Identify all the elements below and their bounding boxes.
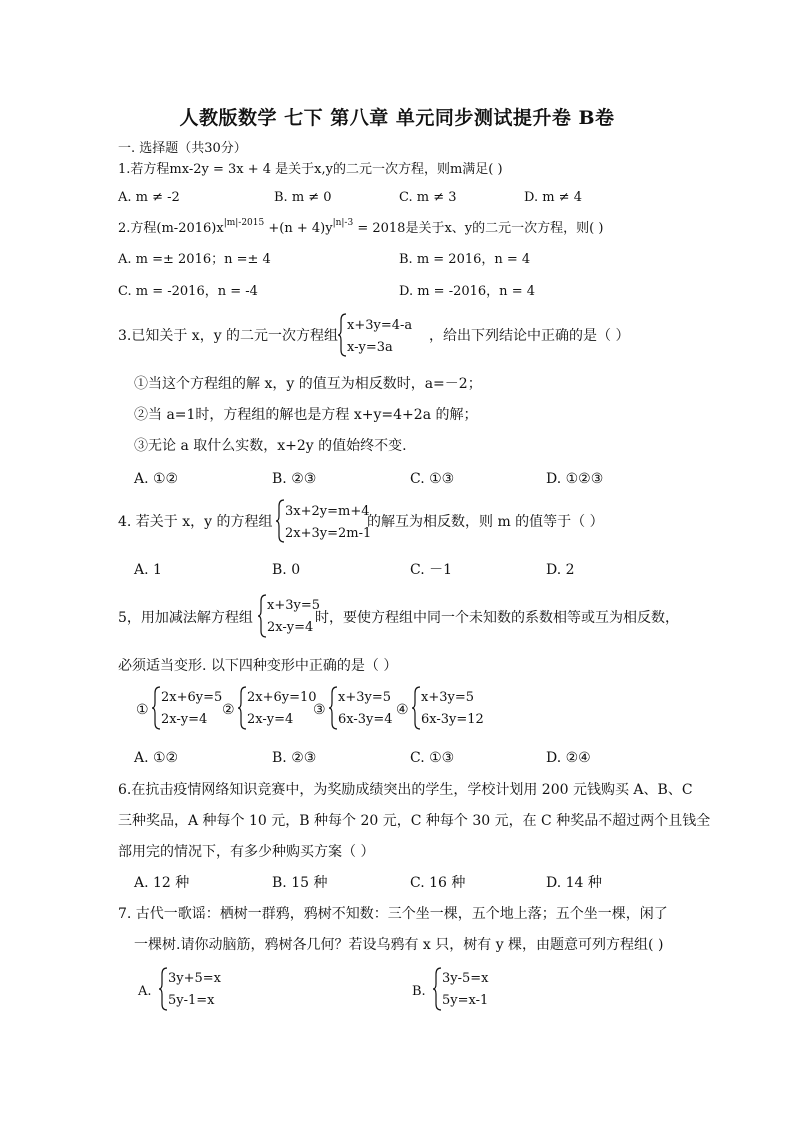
q3-statement-3: ③无论 a 取什么实数，x+2y 的值始终不变. — [134, 438, 407, 454]
q4-option-d: D. 2 — [546, 562, 575, 578]
q4-equation-2: 2x+3y=2m-1 — [285, 526, 372, 541]
q4-option-a: A. 1 — [134, 562, 162, 578]
q5-option-4-system — [411, 686, 496, 730]
q7-stem-line1: 7. 古代一歌谣：栖树一群鸦，鸦树不知数：三个坐一棵，五个地上落；五个坐一棵，闲了 — [118, 906, 668, 922]
section-heading: 一. 选择题（共30分） — [118, 141, 247, 156]
q6-option-b: B. 15 种 — [272, 875, 328, 891]
q5-option-3-system — [328, 686, 403, 730]
q7-option-a-eq2: 5y-1=x — [168, 993, 215, 1008]
q7-option-a-eq1: 3y+5=x — [168, 971, 222, 986]
brace-icon — [328, 686, 338, 730]
q5-equation-2: 2x-y=4 — [267, 620, 314, 635]
q2-option-a: A. m =± 2016；n =± 4 — [118, 252, 271, 267]
brace-icon — [158, 967, 168, 1011]
q1-option-c: C. m ≠ 3 — [399, 190, 457, 205]
q5-option-b: B. ②③ — [272, 750, 317, 766]
q3-statement-1: ①当这个方程组的解 x，y 的值互为相反数时，a=－2； — [134, 376, 482, 392]
q1-option-d: D. m ≠ 4 — [524, 190, 582, 205]
q2-option-c: C. m = -2016，n = -4 — [118, 284, 258, 299]
q6-stem-line2: 三种奖品，A 种每个 10 元，B 种每个 20 元，C 种每个 30 元，在 C 种奖品不超过两个且钱全 — [118, 813, 711, 829]
q3-equation-1: x+3y=4-a — [347, 318, 413, 333]
q5-option-3-mark: ③ — [313, 702, 326, 718]
q7-option-b-eq1: 3y-5=x — [442, 971, 489, 986]
q2-option-b: B. m = 2016，n = 4 — [399, 252, 531, 267]
q2-exponent-2: |n|-3 — [332, 218, 354, 228]
brace-icon — [151, 686, 161, 730]
brace-icon — [432, 967, 442, 1011]
q2-stem-part1: 2.方程(m-2016)x — [118, 221, 224, 236]
q5-option-3-eq2: 6x-3y=4 — [338, 712, 393, 727]
q5-stem-line2: 必须适当变形. 以下四种变形中正确的是（ ） — [118, 658, 398, 674]
q3-equation-2: x-y=3a — [347, 340, 393, 355]
q6-option-d: D. 14 种 — [546, 875, 602, 891]
q5-option-3-eq1: x+3y=5 — [338, 690, 392, 705]
q6-option-c: C. 16 种 — [410, 875, 466, 891]
q2-stem — [118, 218, 604, 238]
page-title: 人教版数学 七下 第八章 单元同步测试提升卷 B卷 — [179, 107, 615, 129]
q7-stem-line2: 一棵树.请你动脑筋，鸦树各几何？若设乌鸦有 x 只，树有 y 棵，由题意可列方程组( ) — [134, 937, 664, 953]
q2-stem-part2: +(n + 4)y — [264, 221, 333, 236]
brace-icon — [257, 594, 267, 638]
q5-option-4-eq1: x+3y=5 — [421, 690, 475, 705]
q6-option-a: A. 12 种 — [134, 875, 190, 891]
q7-option-a-label: A. — [138, 984, 152, 999]
q5-option-2-eq1: 2x+6y=10 — [247, 690, 317, 705]
q5-option-2-system — [237, 686, 317, 730]
q5-option-4-mark: ④ — [396, 702, 409, 718]
q3-statement-2: ②当 a=1时，方程组的解也是方程 x+y=4+2a 的解； — [134, 407, 478, 423]
brace-icon — [237, 686, 247, 730]
q3-option-b: B. ②③ — [272, 471, 317, 487]
q1-stem: 1.若方程mx-2y = 3x + 4 是关于x,y的二元一次方程，则m满足( ) — [118, 162, 503, 177]
q5-stem-post: 时，要使方程组中同一个未知数的系数相等或互为相反数， — [315, 610, 679, 626]
q5-option-a: A. ①② — [134, 750, 179, 766]
q3-option-c: C. ①③ — [410, 471, 455, 487]
q7-option-b-eq2: 5y=x-1 — [442, 993, 489, 1008]
brace-icon — [275, 499, 285, 543]
q4-stem-post: 的解互为相反数，则 m 的值等于（ ） — [367, 514, 604, 530]
q5-option-c: C. ①③ — [410, 750, 455, 766]
q5-option-1-system — [151, 686, 226, 730]
q4-option-b: B. 0 — [272, 562, 301, 578]
q2-stem-part3: = 2018是关于x、y的二元一次方程，则( ) — [353, 221, 604, 236]
brace-icon — [337, 313, 347, 357]
q3-stem-pre: 3.已知关于 x，y 的二元一次方程组 — [118, 328, 339, 344]
q4-equation-1: 3x+2y=m+4 — [285, 504, 370, 519]
q5-equation-1: x+3y=5 — [267, 598, 321, 613]
q5-option-2-mark: ② — [222, 702, 235, 718]
brace-icon — [411, 686, 421, 730]
q7-option-b-label: B. — [412, 984, 426, 999]
q7-option-b-system — [432, 967, 507, 1011]
q2-exponent-1: |m|-2015 — [223, 218, 265, 228]
q5-option-1-mark: ① — [136, 702, 149, 718]
q1-option-a: A. m ≠ -2 — [118, 190, 180, 205]
q4-option-c: C. －1 — [410, 562, 453, 578]
q5-option-4-eq2: 6x-3y=12 — [421, 712, 484, 727]
q3-option-a: A. ①② — [134, 471, 179, 487]
q6-stem-line1: 6.在抗击疫情网络知识竞赛中，为奖励成绩突出的学生，学校计划用 200 元钱购买 A、B、C — [118, 782, 693, 798]
q2-option-d: D. m = -2016，n = 4 — [399, 284, 535, 299]
q6-stem-line3: 部用完的情况下，有多少种购买方案（ ） — [118, 844, 375, 860]
q5-option-d: D. ②④ — [546, 750, 591, 766]
q4-stem-pre: 4. 若关于 x，y 的方程组 — [118, 514, 273, 530]
q7-option-a-system — [158, 967, 233, 1011]
q1-option-b: B. m ≠ 0 — [274, 190, 332, 205]
q5-option-1-eq2: 2x-y=4 — [161, 712, 208, 727]
q3-option-d: D. ①②③ — [546, 471, 604, 487]
q3-stem-post: ，给出下列结论中正确的是（ ） — [429, 328, 630, 344]
q5-option-1-eq1: 2x+6y=5 — [161, 690, 223, 705]
q5-option-2-eq2: 2x-y=4 — [247, 712, 294, 727]
q5-stem-pre: 5，用加减法解方程组 — [118, 610, 253, 626]
